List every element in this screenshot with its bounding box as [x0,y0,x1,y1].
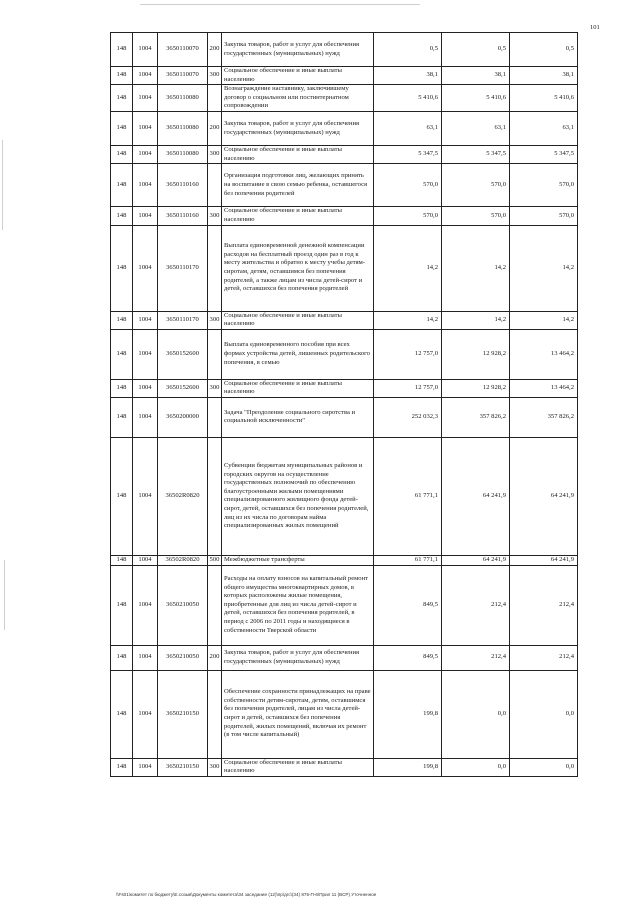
cell-expense-kind: 300 [208,379,222,397]
table-row [111,670,578,758]
cell-target-article: 3650110070 [158,33,208,67]
cell-amount-1: 63,1 [374,112,442,146]
cell-target-article: 3650110160 [158,207,208,225]
cell-description: Выплата единовременной денежной компенсации расходов на бесплатный проезд один раз в год к месту жительства и обратно к месту учебы детям-сиротам, детям, оставшимся без попечения родителей, а также лицам из числа детей-сирот и детей, оставшихся без попечения родителей [222,225,374,311]
cell-expense-kind [208,225,222,311]
cell-amount-3: 14,2 [510,225,578,311]
table-row [111,565,578,645]
cell-target-article: 3650110170 [158,225,208,311]
cell-amount-3: 14,2 [510,311,578,329]
cell-target-article: 3650200000 [158,397,208,437]
cell-amount-3: 38,1 [510,67,578,85]
cell-target-article: 3650210050 [158,645,208,670]
cell-grbs: 148 [111,758,133,776]
cell-amount-3: 570,0 [510,164,578,207]
cell-grbs: 148 [111,112,133,146]
cell-target-article: 3650210150 [158,758,208,776]
cell-expense-kind [208,670,222,758]
cell-amount-2: 0,5 [442,33,510,67]
cell-amount-1: 5 410,6 [374,85,442,112]
table-row [111,112,578,146]
cell-section: 1004 [133,311,158,329]
cell-section: 1004 [133,758,158,776]
scan-left-mark [4,560,5,630]
cell-section: 1004 [133,146,158,164]
cell-amount-1: 38,1 [374,67,442,85]
table-row [111,67,578,85]
cell-amount-2: 570,0 [442,164,510,207]
cell-amount-3: 5 347,5 [510,146,578,164]
table-row [111,329,578,379]
cell-description: Задача "Преодоление социального сиротства и социальной исключенности" [222,397,374,437]
cell-expense-kind: 200 [208,112,222,146]
table-row [111,758,578,776]
cell-grbs: 148 [111,225,133,311]
cell-amount-3: 63,1 [510,112,578,146]
cell-description: Социальное обеспечение и иные выплаты населению [222,379,374,397]
cell-amount-2: 0,0 [442,758,510,776]
cell-expense-kind: 500 [208,555,222,565]
cell-section: 1004 [133,67,158,85]
cell-expense-kind [208,565,222,645]
cell-section: 1004 [133,397,158,437]
cell-grbs: 148 [111,555,133,565]
cell-target-article: 3650152600 [158,379,208,397]
table-row [111,225,578,311]
cell-section: 1004 [133,33,158,67]
cell-expense-kind: 300 [208,311,222,329]
cell-amount-2: 5 347,5 [442,146,510,164]
cell-amount-2: 12 928,2 [442,329,510,379]
table-row [111,379,578,397]
table-row [111,33,578,67]
cell-amount-2: 64 241,9 [442,437,510,555]
table-row [111,645,578,670]
cell-grbs: 148 [111,311,133,329]
cell-target-article: 3650110080 [158,146,208,164]
cell-amount-3: 13 464,2 [510,379,578,397]
cell-grbs: 148 [111,565,133,645]
cell-expense-kind: 300 [208,146,222,164]
cell-grbs: 148 [111,33,133,67]
cell-target-article: 3650110070 [158,67,208,85]
cell-grbs: 148 [111,146,133,164]
cell-description: Закупка товаров, работ и услуг для обеспечения государственных (муниципальных) нужд [222,645,374,670]
cell-amount-1: 199,8 [374,758,442,776]
cell-amount-2: 212,4 [442,565,510,645]
cell-description: Закупка товаров, работ и услуг для обеспечения государственных (муниципальных) нужд [222,33,374,67]
table-row [111,397,578,437]
table-row [111,85,578,112]
cell-amount-3: 64 241,9 [510,437,578,555]
cell-section: 1004 [133,207,158,225]
cell-amount-1: 199,8 [374,670,442,758]
cell-amount-3: 212,4 [510,645,578,670]
cell-amount-2: 64 241,9 [442,555,510,565]
cell-amount-1: 570,0 [374,164,442,207]
cell-grbs: 148 [111,85,133,112]
cell-description: Социальное обеспечение и иные выплаты населению [222,67,374,85]
cell-amount-3: 357 826,2 [510,397,578,437]
cell-description: Организация подготовки лиц, желающих принять на воспитание в свою семью ребенка, оставшегося без попечения родителей [222,164,374,207]
cell-description: Социальное обеспечение и иные выплаты населению [222,758,374,776]
cell-expense-kind: 300 [208,67,222,85]
cell-expense-kind [208,397,222,437]
cell-section: 1004 [133,645,158,670]
cell-amount-2: 12 928,2 [442,379,510,397]
cell-description: Обеспечение сохранности принадлежащих на праве собственности детям-сиротам, детям, оставшимся без попечения родителей, лицам из числа детей-сирот и детей, оставшихся без попечения родителей, жилых помещений, включая их ремонт (в том числе капитальный) [222,670,374,758]
cell-target-article: 36502R0820 [158,437,208,555]
cell-amount-2: 212,4 [442,645,510,670]
cell-section: 1004 [133,555,158,565]
cell-amount-2: 14,2 [442,311,510,329]
cell-grbs: 148 [111,329,133,379]
cell-amount-1: 61 771,1 [374,555,442,565]
cell-section: 1004 [133,164,158,207]
scan-top-mark [140,4,420,5]
file-path-footer: \\Fs01\комитет по бюджету\Е.созыв\Документы комитета\34 заседание (12)\пр\дгс\(34) 875-П-6\Прил 11 (ВСР) Уточненное [116,892,377,897]
cell-grbs: 148 [111,645,133,670]
cell-description: Закупка товаров, работ и услуг для обеспечения государственных (муниципальных) нужд [222,112,374,146]
cell-grbs: 148 [111,670,133,758]
cell-target-article: 3650110080 [158,85,208,112]
table-row [111,311,578,329]
cell-grbs: 148 [111,379,133,397]
cell-amount-3: 64 241,9 [510,555,578,565]
cell-amount-3: 0,0 [510,670,578,758]
cell-description: Социальное обеспечение и иные выплаты населению [222,207,374,225]
cell-amount-3: 0,5 [510,33,578,67]
budget-table [110,32,578,777]
cell-target-article: 3650110080 [158,112,208,146]
cell-amount-1: 849,5 [374,565,442,645]
page-number: 101 [590,24,600,31]
cell-section: 1004 [133,85,158,112]
cell-amount-1: 12 757,0 [374,379,442,397]
cell-amount-1: 849,5 [374,645,442,670]
cell-expense-kind: 200 [208,33,222,67]
cell-amount-1: 14,2 [374,311,442,329]
cell-target-article: 3650152600 [158,329,208,379]
cell-expense-kind: 300 [208,758,222,776]
cell-amount-3: 570,0 [510,207,578,225]
cell-section: 1004 [133,437,158,555]
cell-target-article: 36502R0820 [158,555,208,565]
cell-amount-3: 5 410,6 [510,85,578,112]
cell-description: Социальное обеспечение и иные выплаты населению [222,311,374,329]
cell-amount-1: 5 347,5 [374,146,442,164]
cell-section: 1004 [133,670,158,758]
cell-description: Межбюджетные трансферты [222,555,374,565]
cell-grbs: 148 [111,437,133,555]
cell-amount-2: 38,1 [442,67,510,85]
cell-grbs: 148 [111,207,133,225]
cell-amount-1: 0,5 [374,33,442,67]
cell-amount-2: 14,2 [442,225,510,311]
cell-expense-kind [208,164,222,207]
cell-target-article: 3650210050 [158,565,208,645]
cell-description: Вознаграждение наставнику, заключившему договор о социальном или постинтернатном сопровождении [222,85,374,112]
cell-amount-3: 13 464,2 [510,329,578,379]
cell-amount-2: 357 826,2 [442,397,510,437]
cell-section: 1004 [133,379,158,397]
table-row [111,164,578,207]
table-row [111,437,578,555]
cell-target-article: 3650110170 [158,311,208,329]
cell-amount-2: 570,0 [442,207,510,225]
cell-section: 1004 [133,225,158,311]
cell-description: Расходы на оплату взносов на капитальный ремонт общего имущества многоквартирных домов, в которых расположены жилые помещения, приобретенные для лиц из числа детей-сирот и детей, оставшихся без попечения родителей, в период с 2006 по 2011 годы и находящиеся в собственности Тверской области [222,565,374,645]
cell-amount-3: 212,4 [510,565,578,645]
cell-grbs: 148 [111,67,133,85]
cell-section: 1004 [133,329,158,379]
cell-amount-1: 12 757,0 [374,329,442,379]
cell-description: Выплата единовременного пособия при всех формах устройства детей, лишенных родительского попечения, в семью [222,329,374,379]
cell-section: 1004 [133,112,158,146]
cell-description: Социальное обеспечение и иные выплаты населению [222,146,374,164]
cell-grbs: 148 [111,164,133,207]
cell-expense-kind [208,437,222,555]
cell-grbs: 148 [111,397,133,437]
table-row [111,146,578,164]
cell-amount-2: 0,0 [442,670,510,758]
scan-left-mark [2,140,3,230]
cell-expense-kind: 300 [208,207,222,225]
cell-target-article: 3650210150 [158,670,208,758]
cell-amount-2: 63,1 [442,112,510,146]
cell-expense-kind [208,329,222,379]
table-row [111,555,578,565]
cell-amount-1: 14,2 [374,225,442,311]
cell-amount-1: 570,0 [374,207,442,225]
cell-amount-1: 252 032,3 [374,397,442,437]
cell-expense-kind [208,85,222,112]
cell-description: Субвенции бюджетам муниципальных районов и городских округов на осуществление государственных полномочий по обеспечению благоустроенными жилыми помещениями специализированного жилищного фонда детей-сирот, детей, оставшихся без попечения родителей, лиц из их числа по договорам найма специализированных жилых помещений [222,437,374,555]
cell-amount-2: 5 410,6 [442,85,510,112]
cell-amount-3: 0,0 [510,758,578,776]
cell-expense-kind: 200 [208,645,222,670]
cell-amount-1: 61 771,1 [374,437,442,555]
cell-target-article: 3650110160 [158,164,208,207]
table-row [111,207,578,225]
cell-section: 1004 [133,565,158,645]
